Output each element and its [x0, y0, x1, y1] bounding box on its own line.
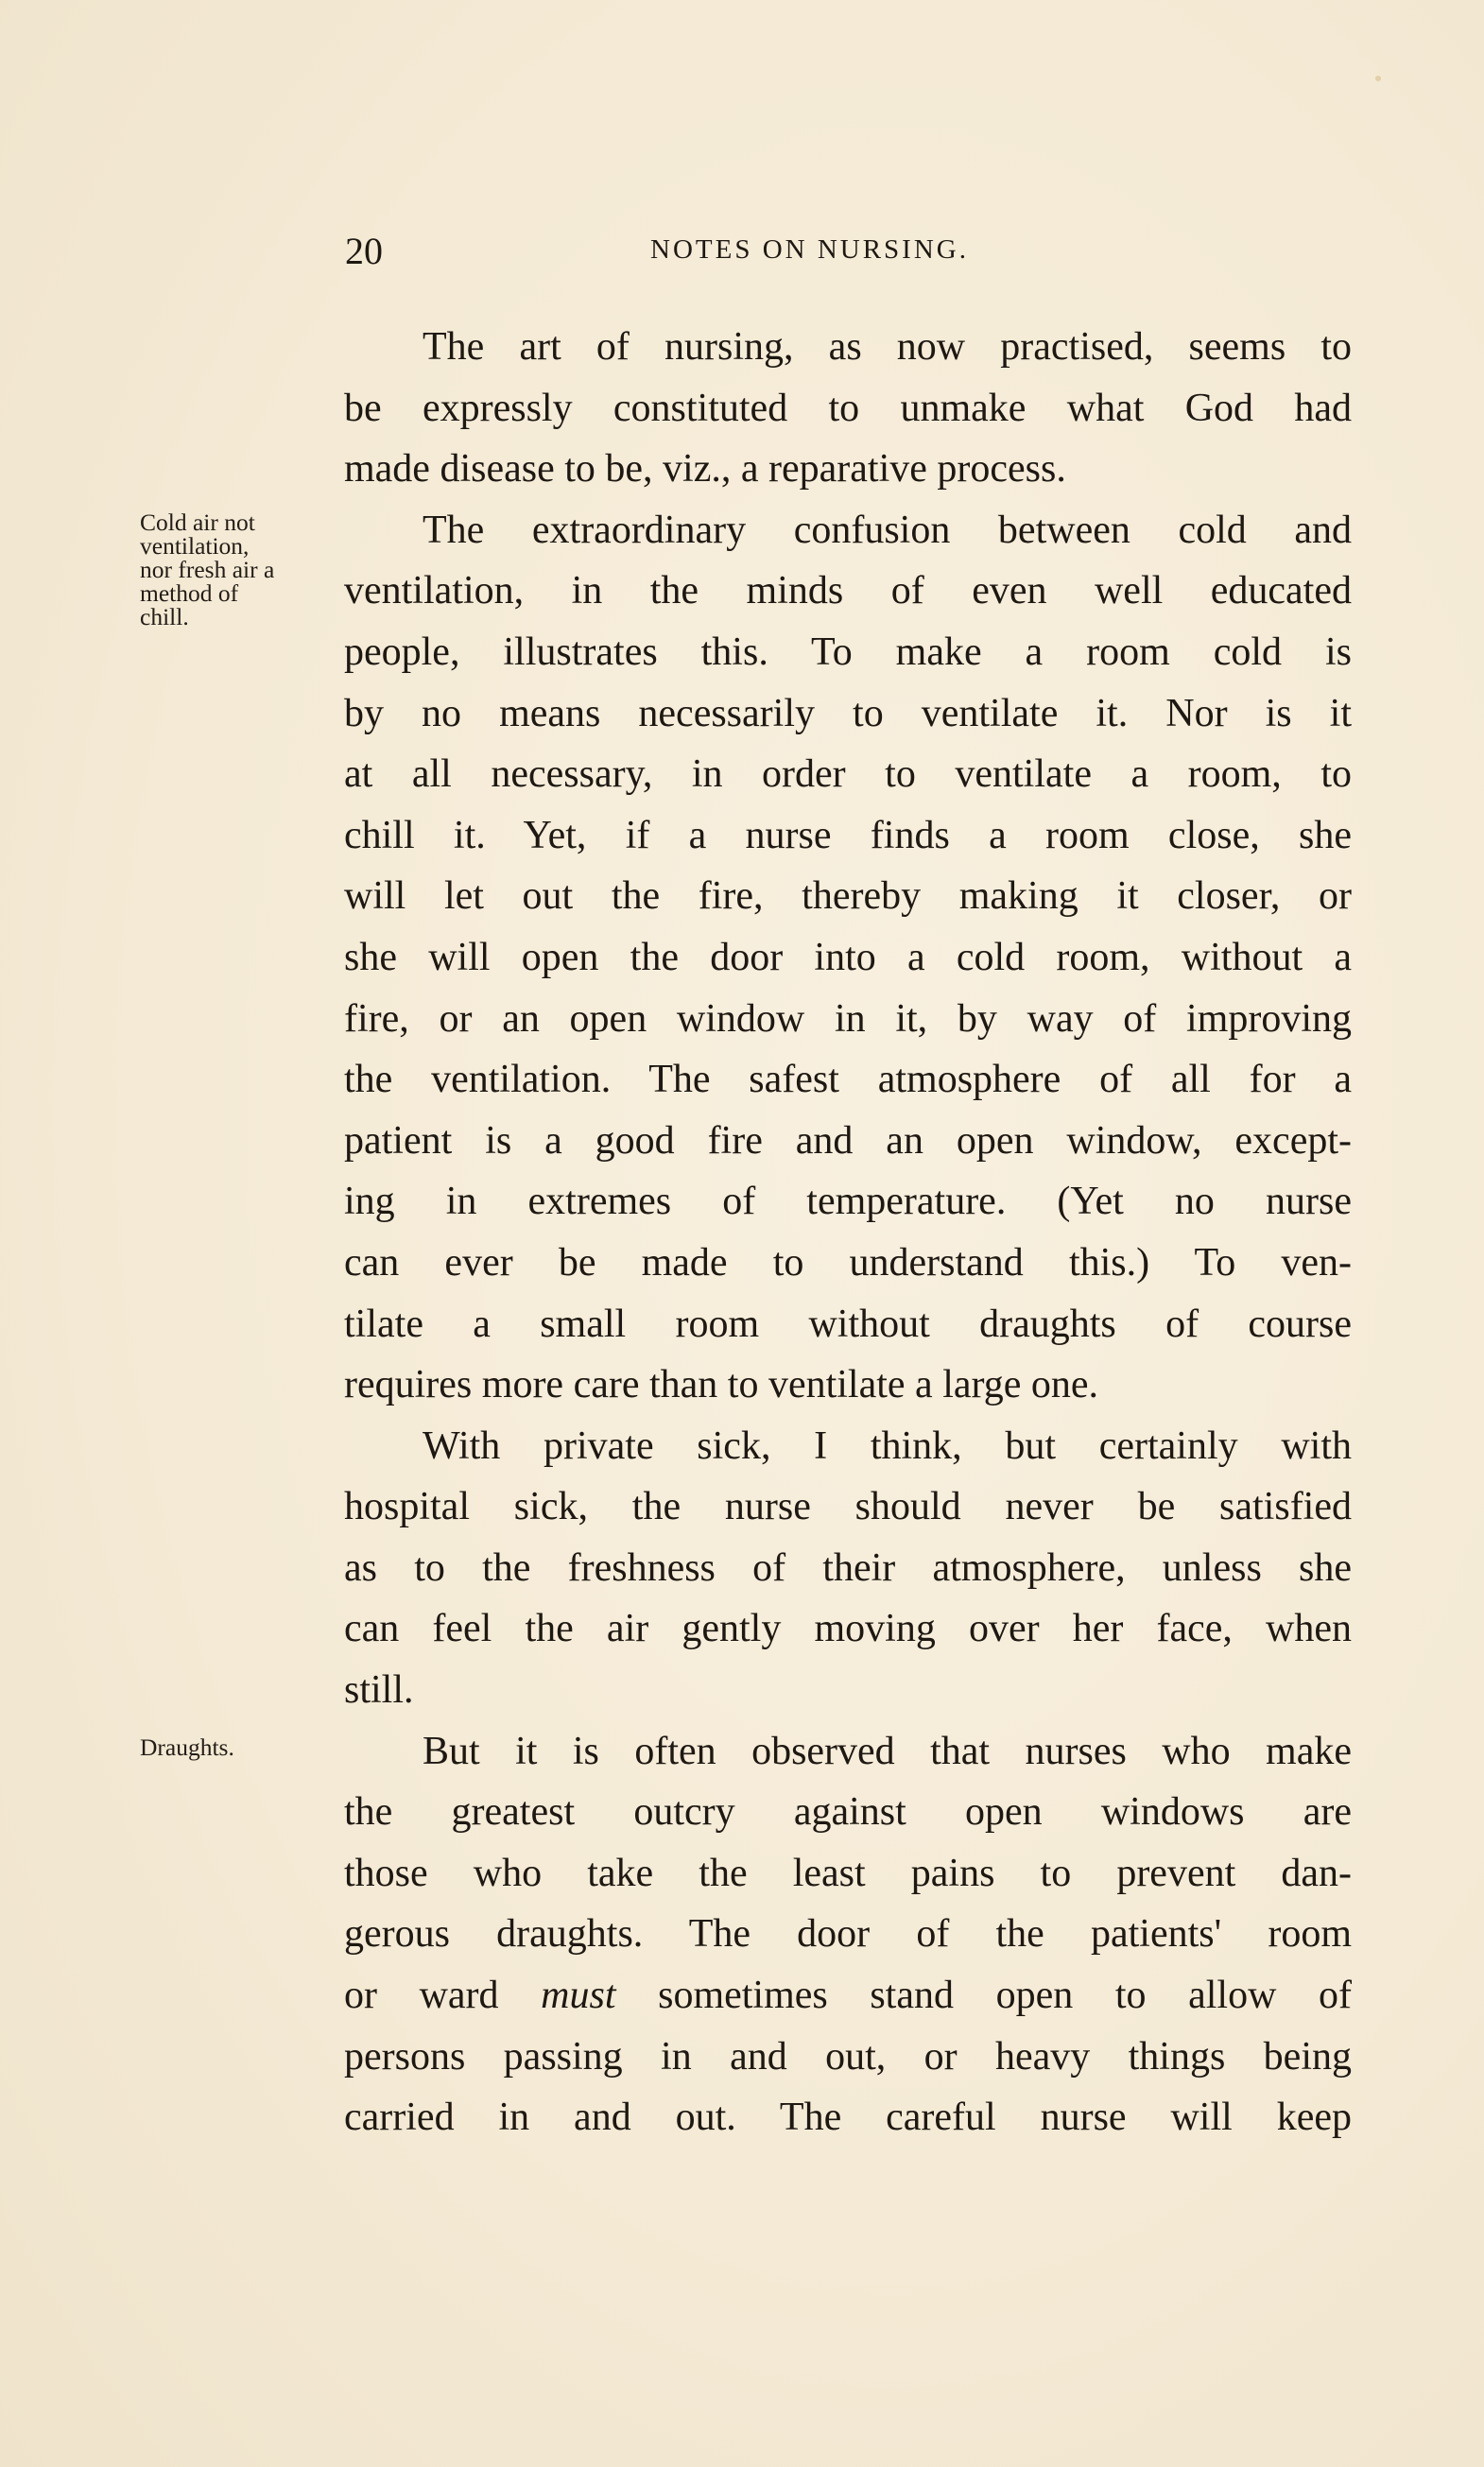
text-line: be expressly constituted to unmake what God had — [344, 386, 1352, 430]
text-line: patient is a good fire and an open window, except- — [344, 1118, 1352, 1163]
text-line: fire, or an open window in it, by way of improving — [344, 996, 1352, 1041]
body-text — [344, 317, 1352, 2148]
sidenote-line: method of — [140, 579, 239, 607]
text-line: requires more care than to ventilate a large one. — [344, 1363, 1099, 1407]
text-line: hospital sick, the nurse should never be satisfied — [344, 1485, 1352, 1529]
sidenote-line: nor fresh air a — [140, 556, 275, 583]
text-line: can ever be made to understand this.) To ven- — [344, 1240, 1352, 1285]
text-line: ventilation, in the minds of even well educated — [344, 569, 1352, 613]
text-line: she will open the door into a cold room, without a — [344, 935, 1352, 979]
text-line: still. — [344, 1668, 414, 1713]
text-line: made disease to be, viz., a reparative process. — [344, 447, 1066, 492]
sidenote-cold-air — [140, 510, 274, 629]
sidenote-line: ventilation, — [140, 532, 250, 560]
text-line: the ventilation. The safest atmosphere of all for a — [344, 1058, 1352, 1102]
running-head — [345, 229, 1352, 276]
text-line: gerous draughts. The door of the patients' room — [344, 1912, 1352, 1957]
text-line: ing in extremes of temperature. (Yet no nurse — [344, 1180, 1352, 1224]
text-line: can feel the air gently moving over her face, when — [344, 1607, 1352, 1651]
sidenote-draughts — [140, 1735, 234, 1759]
text-line: those who take the least pains to prevent dan- — [344, 1851, 1352, 1895]
sidenote-line: Cold air not — [140, 509, 255, 536]
sidenote-line: chill. — [140, 603, 189, 630]
sidenote-line: Draughts. — [140, 1734, 234, 1761]
text-line: carried in and out. The careful nurse will keep — [344, 2096, 1352, 2140]
paper-spot — [1375, 76, 1381, 81]
text-line: But it is often observed that nurses who make — [423, 1729, 1352, 1773]
text-line: persons passing in and out, or heavy things being — [344, 2034, 1352, 2079]
text-line: at all necessary, in order to ventilate a room, to — [344, 752, 1352, 797]
text-fragment: or ward — [344, 1974, 542, 2018]
page-number: 20 — [345, 230, 383, 272]
text-line: The art of nursing, as now practised, seems to — [423, 325, 1352, 369]
text-line: The extraordinary confusion between cold and — [423, 508, 1352, 552]
book-title: NOTES ON NURSING. — [650, 234, 969, 265]
text-line: people, illustrates this. To make a room cold is — [344, 630, 1352, 674]
text-line: will let out the fire, thereby making it closer, or — [344, 874, 1352, 919]
text-line: With private sick, I think, but certainly with — [423, 1423, 1352, 1468]
text-line: the greatest outcry against open windows are — [344, 1790, 1352, 1835]
text-line: as to the freshness of their atmosphere, unless she — [344, 1545, 1352, 1590]
text-line: by no means necessarily to ventilate it. Nor is it — [344, 691, 1352, 735]
emphasized-word: must — [541, 1974, 616, 2018]
text-line: tilate a small room without draughts of course — [344, 1302, 1352, 1346]
text-line: chill it. Yet, if a nurse finds a room close, she — [344, 813, 1352, 857]
text-fragment: sometimes stand open to allow of — [615, 1974, 1352, 2018]
text-line-with-emphasis — [344, 1965, 1352, 2027]
